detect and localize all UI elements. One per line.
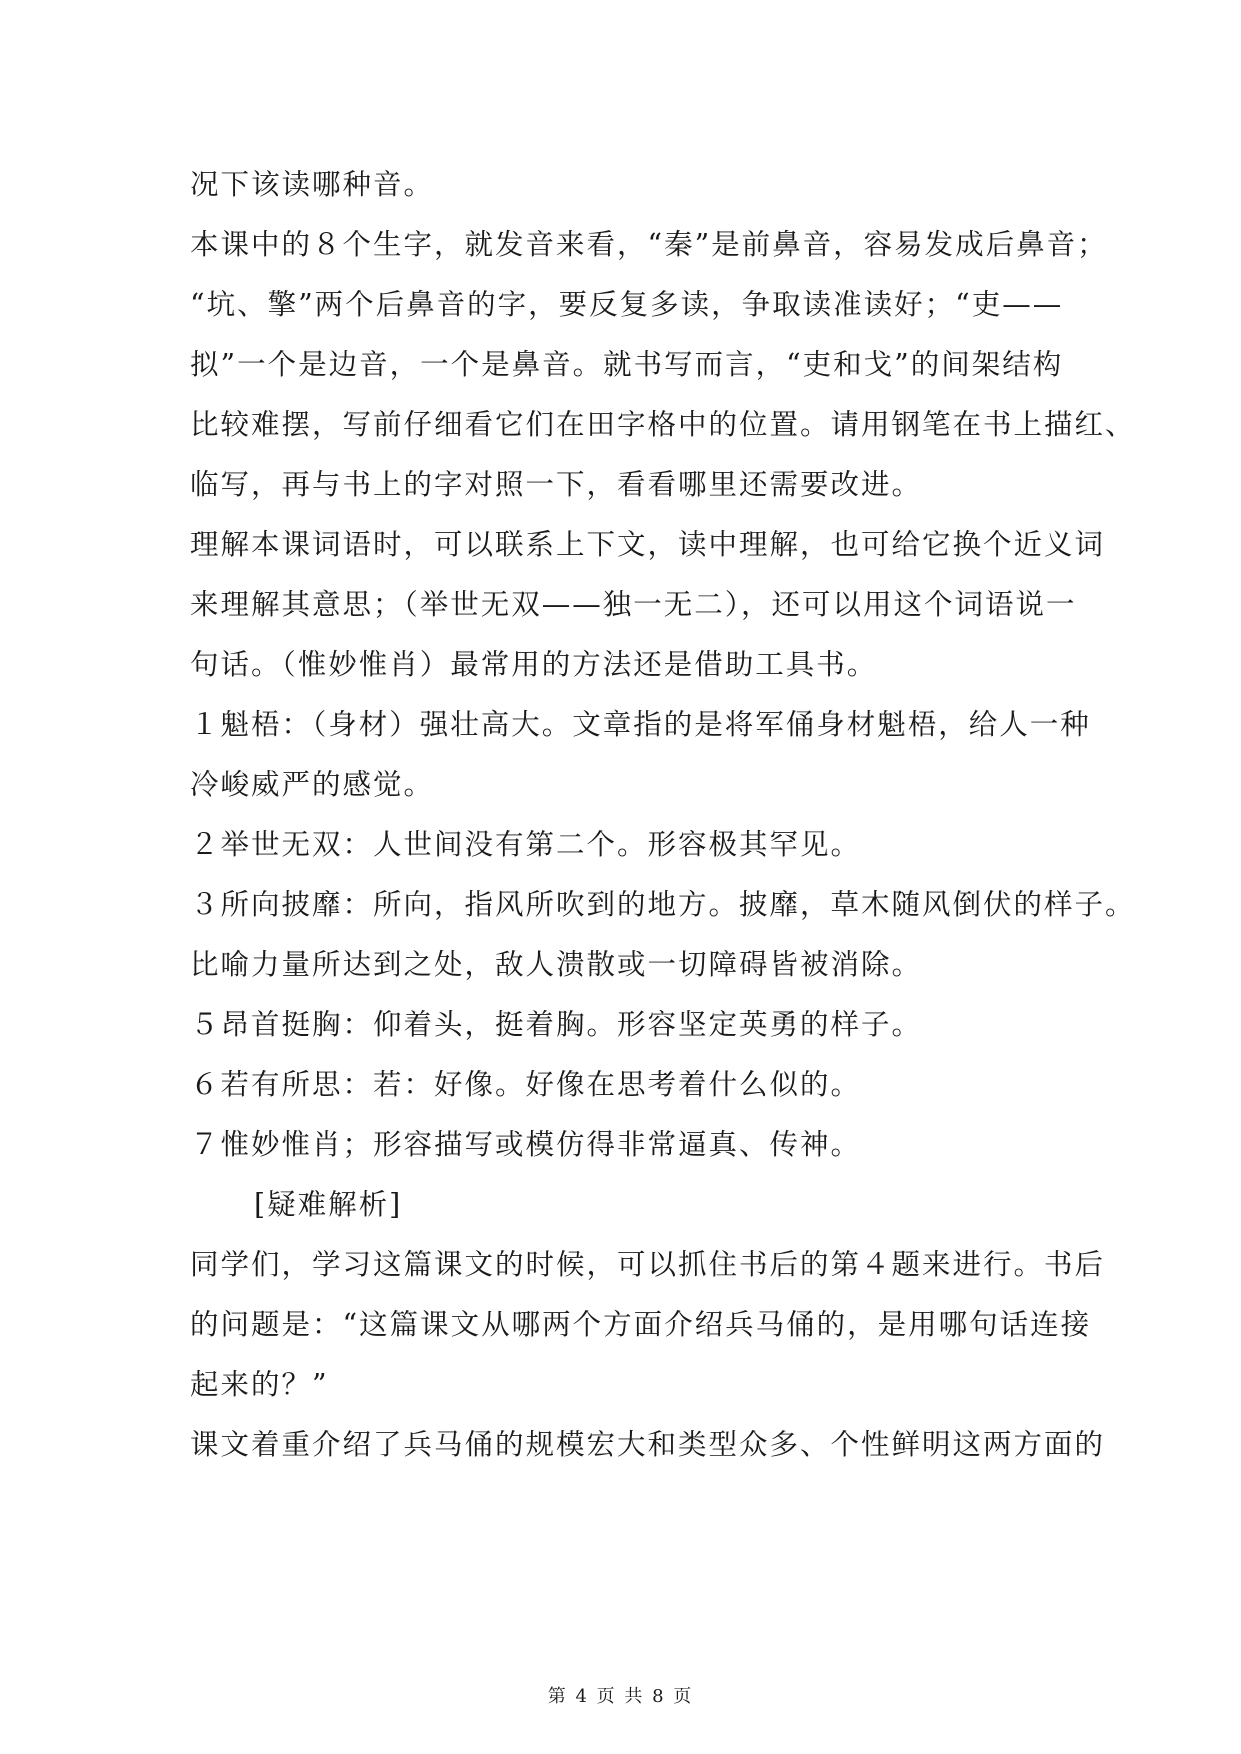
document-body bbox=[190, 155, 1136, 1475]
text-line: “坑、擎”两个后鼻音的字，要反复多读，争取读准读好；“吏—— bbox=[190, 288, 1064, 321]
text-line: 句话。（惟妙惟肖）最常用的方法还是借助工具书。 bbox=[190, 648, 878, 681]
text-line: 同学们，学习这篇课文的时候，可以抓住书后的第４题来进行。书后 bbox=[190, 1248, 1106, 1281]
text-line: 来理解其意思；（举世无双——独一无二），还可以用这个词语说一 bbox=[190, 588, 1077, 621]
vocab-item: ２举世无双：人世间没有第二个。形容极其罕见。 bbox=[190, 828, 862, 861]
text-line: 本课中的８个生字，就发音来看，“秦”是前鼻音，容易发成后鼻音； bbox=[190, 228, 1108, 261]
vocab-item: ７惟妙惟肖；形容描写或模仿得非常逼真、传神。 bbox=[190, 1128, 862, 1161]
text-line: 临写，再与书上的字对照一下，看看哪里还需要改进。 bbox=[190, 468, 923, 501]
text-line: 比喻力量所达到之处，敌人溃散或一切障碍皆被消除。 bbox=[190, 948, 923, 981]
text-line: 拟”一个是边音，一个是鼻音。就书写而言，“吏和戈”的间架结构 bbox=[190, 348, 1064, 381]
text-line: 课文着重介绍了兵马俑的规模宏大和类型众多、个性鲜明这两方面的 bbox=[190, 1428, 1106, 1461]
page-number-footer: 第 4 页 共 8 页 bbox=[547, 1686, 694, 1707]
vocab-item: １魁梧：（身材）强壮高大。文章指的是将军俑身材魁梧，给人一种 bbox=[190, 708, 1091, 741]
text-line: 的问题是：“这篇课文从哪两个方面介绍兵马俑的，是用哪句话连接 bbox=[190, 1308, 1092, 1341]
text-line: 理解本课词语时，可以联系上下文，读中理解，也可给它换个近义词 bbox=[190, 528, 1106, 561]
section-heading: [疑难解析] bbox=[254, 1188, 403, 1221]
text-line: 比较难摆，写前仔细看它们在田字格中的位置。请用钢笔在书上描红、 bbox=[190, 408, 1136, 441]
text-line: 冷峻威严的感觉。 bbox=[190, 768, 435, 801]
text-line: 况下该读哪种音。 bbox=[190, 168, 435, 201]
vocab-item: ３所向披靡：所向，指风所吹到的地方。披靡，草木随风倒伏的样子。 bbox=[190, 888, 1136, 921]
text-line: 起来的？” bbox=[190, 1368, 329, 1401]
vocab-item: ５昂首挺胸：仰着头，挺着胸。形容坚定英勇的样子。 bbox=[190, 1008, 923, 1041]
vocab-item: ６若有所思：若：好像。好像在思考着什么似的。 bbox=[190, 1068, 862, 1101]
